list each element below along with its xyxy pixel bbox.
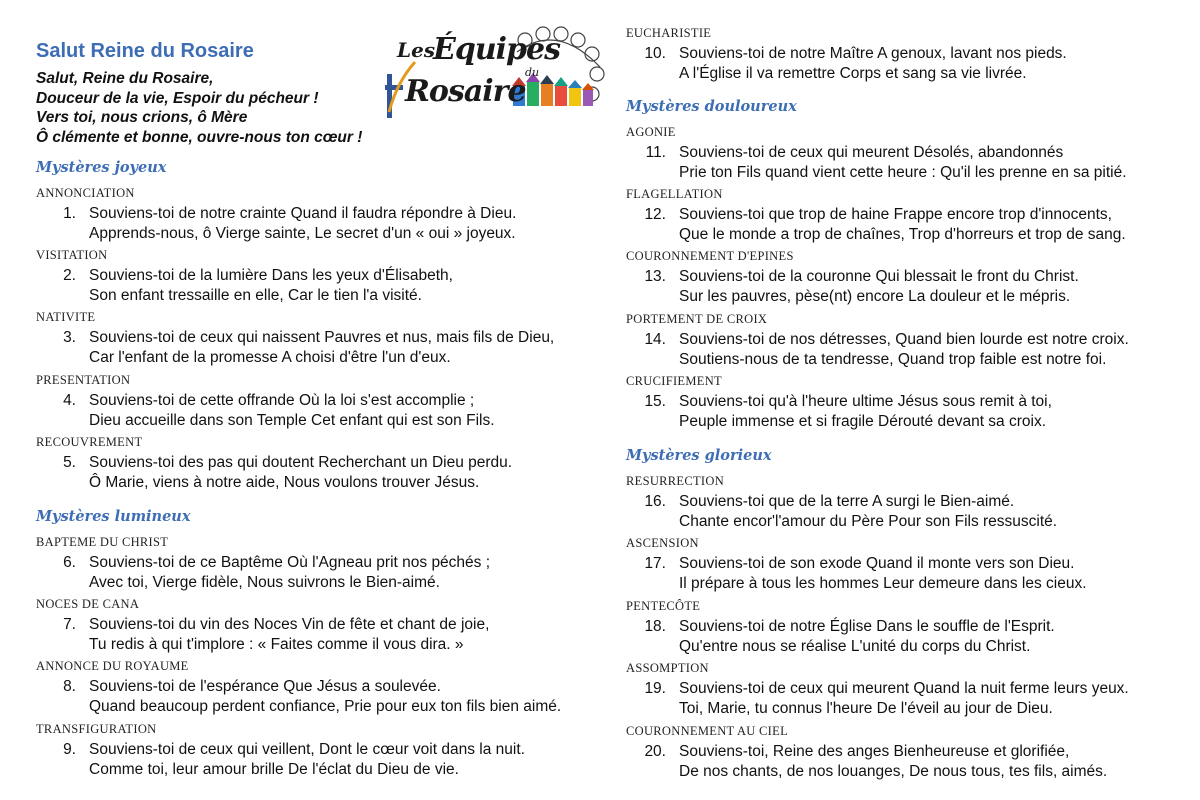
verse-line: Toi, Marie, tu connus l'heure De l'éveil au jour de Dieu.	[679, 700, 1053, 717]
verse-line: Souviens-toi de ceux qui naissent Pauvres et nus, mais fils de Dieu,	[89, 329, 555, 346]
verse-line: Qu'entre nous se réalise L'unité du corps du Christ.	[679, 638, 1031, 655]
verse-line: Souviens-toi de son exode Quand il monte vers son Dieu.	[679, 555, 1075, 572]
verse-line: Souviens-toi de l'espérance Que Jésus a soulevée.	[89, 678, 441, 695]
mystery-verse	[626, 617, 1055, 657]
mystery-category: ANNONCE DU ROYAUME	[36, 659, 189, 673]
verse-line: Souviens-toi que de la terre A surgi le Bien-aimé.	[679, 493, 1015, 510]
mystery-verse	[36, 266, 453, 306]
mystery-category: NATIVITE	[36, 310, 96, 324]
verse-line: Souviens-toi que trop de haine Frappe encore trop d'innocents,	[679, 206, 1112, 223]
mystery-category: VISITATION	[36, 248, 108, 262]
mystery-category: PENTECÔTE	[626, 599, 701, 613]
verse-line: Souviens-toi de nos détresses, Quand bien lourde est notre croix.	[679, 331, 1129, 348]
intro-line: Ô clémente et bonne, ouvre-nous ton cœur !	[36, 128, 363, 146]
mystery-number: 1.	[63, 205, 76, 222]
verse-line: Chante encor'l'amour du Père Pour son Fils ressuscité.	[679, 513, 1058, 530]
verse-line: Souviens-toi de la couronne Qui blessait le front du Christ.	[679, 268, 1079, 285]
verse-line: Souviens-toi, Reine des anges Bienheureuse et glorifiée,	[679, 743, 1070, 760]
verse-line: Souviens-toi qu'à l'heure ultime Jésus sous remit à toi,	[679, 393, 1052, 410]
verse-line: Souviens-toi de notre Maître A genoux, lavant nos pieds.	[679, 45, 1067, 62]
mystery-number: 5.	[63, 454, 76, 471]
verse-line: Souviens-toi de ceux qui veillent, Dont le cœur voit dans la nuit.	[89, 741, 525, 758]
mystery-verse	[36, 391, 495, 431]
section-heading-glorieux: Mystères glorieux	[626, 447, 772, 464]
mystery-number: 16.	[644, 493, 666, 510]
verse-line: Souviens-toi des pas qui doutent Recherchant un Dieu perdu.	[89, 454, 513, 471]
mystery-number: 3.	[63, 329, 76, 346]
mystery-verse	[36, 740, 525, 780]
verse-line: Que le monde a trop de chaînes, Trop d'horreurs et trop de sang.	[679, 226, 1126, 243]
mystery-number: 9.	[63, 741, 76, 758]
verse-line: Souviens-toi de notre Église Dans le souffle de l'Esprit.	[679, 618, 1055, 635]
verse-line: Souviens-toi de ce Baptême Où l'Agneau prit nos péchés ;	[89, 554, 491, 571]
verse-line: Souviens-toi de cette offrande Où la loi s'est accomplie ;	[89, 392, 475, 409]
mystery-category: COURONNEMENT D'EPINES	[626, 249, 794, 263]
verse-line: Son enfant tressaille en elle, Car le tien l'a visité.	[89, 287, 422, 304]
mystery-category: PORTEMENT DE CROIX	[626, 312, 768, 326]
logo-les-text: Les	[397, 38, 436, 62]
mystery-number: 17.	[644, 555, 666, 572]
verse-line: Souviens-toi de ceux qui meurent Quand la nuit ferme leurs yeux.	[679, 680, 1129, 697]
verse-line: Souviens-toi de notre crainte Quand il faudra répondre à Dieu.	[89, 205, 517, 222]
mystery-number: 19.	[644, 680, 666, 697]
mystery-category: ASCENSION	[626, 536, 699, 550]
intro-verse	[36, 69, 362, 147]
section-heading-joyeux: Mystères joyeux	[36, 159, 167, 176]
mystery-number: 20.	[644, 743, 666, 760]
logo-du-text: du	[525, 66, 540, 79]
verse-line: Quand beaucoup perdent confiance, Prie pour eux ton fils bien aimé.	[89, 698, 562, 715]
intro-line: Salut, Reine du Rosaire,	[36, 70, 214, 87]
logo-rosaire-text: Rosaire	[405, 74, 526, 109]
verse-line: Il prépare à tous les hommes Leur demeure dans les cieux.	[679, 575, 1087, 592]
mystery-category: COURONNEMENT AU CIEL	[626, 724, 789, 738]
verse-line: Ô Marie, viens à notre aide, Nous voulons trouver Jésus.	[89, 474, 480, 491]
mystery-verse	[626, 492, 1057, 532]
mystery-verse	[626, 143, 1127, 183]
mystery-category: EUCHARISTIE	[626, 26, 712, 40]
verse-line: Peuple immense et si fragile Dérouté devant sa croix.	[679, 413, 1047, 430]
mystery-category: BAPTEME DU CHRIST	[36, 535, 169, 549]
mystery-category: FLAGELLATION	[626, 187, 723, 201]
mystery-number: 15.	[644, 393, 666, 410]
mystery-verse	[36, 615, 489, 655]
verse-line: Avec toi, Vierge fidèle, Nous suivrons le Bien-aimé.	[89, 574, 440, 591]
mystery-verse	[626, 554, 1087, 594]
mystery-verse	[36, 553, 490, 593]
verse-line: A l'Église il va remettre Corps et sang sa vie livrée.	[679, 65, 1027, 82]
mystery-verse	[36, 204, 516, 244]
mystery-category: RESURRECTION	[626, 474, 725, 488]
verse-line: Souviens-toi de la lumière Dans les yeux d'Élisabeth,	[89, 267, 453, 284]
verse-line: Tu redis à qui t'implore : « Faites comme il vous dira. »	[89, 636, 464, 653]
mystery-number: 2.	[63, 267, 76, 284]
mystery-number: 10.	[644, 45, 666, 62]
mystery-verse	[626, 205, 1126, 245]
mystery-number: 18.	[644, 618, 666, 635]
mystery-number: 4.	[63, 392, 76, 409]
verse-line: Souviens-toi de ceux qui meurent Désolés, abandonnés	[679, 144, 1064, 161]
mystery-number: 13.	[644, 268, 666, 285]
mystery-verse	[626, 679, 1129, 719]
mystery-verse	[36, 677, 561, 717]
mystery-number: 11.	[645, 144, 666, 161]
mystery-number: 12.	[644, 206, 666, 223]
mystery-verse	[36, 328, 554, 368]
mystery-verse	[36, 453, 512, 493]
mystery-category: ASSOMPTION	[626, 661, 709, 675]
verse-line: Prie ton Fils quand vient cette heure : Qu'il les prenne en sa pitié.	[679, 164, 1127, 181]
mystery-category: PRESENTATION	[36, 373, 131, 387]
equipes-du-rosaire-logo	[385, 22, 610, 122]
intro-line: Douceur de la vie, Espoir du pécheur !	[36, 89, 319, 107]
mystery-category: AGONIE	[626, 125, 676, 139]
verse-line: Sur les pauvres, pèse(nt) encore La douleur et le mépris.	[679, 288, 1071, 305]
mystery-number: 8.	[63, 678, 76, 695]
mystery-category: ANNONCIATION	[36, 186, 135, 200]
verse-line: Comme toi, leur amour brille De l'éclat du Dieu de vie.	[89, 761, 459, 778]
mystery-category: CRUCIFIEMENT	[626, 374, 722, 388]
mystery-verse	[626, 267, 1079, 307]
verse-line: De nos chants, de nos louanges, De nous tous, tes fils, aimés.	[679, 763, 1108, 780]
verse-line: Souviens-toi du vin des Noces Vin de fête et chant de joie,	[89, 616, 490, 633]
section-heading-lumineux: Mystères lumineux	[36, 508, 191, 525]
mystery-category: NOCES DE CANA	[36, 597, 140, 611]
verse-line: Soutiens-nous de ta tendresse, Quand trop faible est notre foi.	[679, 351, 1107, 368]
mystery-category: RECOUVREMENT	[36, 435, 143, 449]
mystery-number: 14.	[644, 331, 666, 348]
section-heading-douloureux: Mystères douloureux	[626, 98, 797, 115]
mystery-number: 7.	[63, 616, 76, 633]
mystery-number: 6.	[63, 554, 76, 571]
mystery-verse	[626, 44, 1067, 84]
logo-equipes-text: Équipes	[433, 32, 561, 67]
mystery-verse	[626, 742, 1107, 782]
mystery-category: TRANSFIGURATION	[36, 722, 157, 736]
page-title: Salut Reine du Rosaire	[36, 40, 254, 62]
mystery-verse	[626, 392, 1052, 432]
mystery-verse	[626, 330, 1129, 370]
intro-line: Vers toi, nous crions, ô Mère	[36, 109, 248, 126]
verse-line: Dieu accueille dans son Temple Cet enfant qui est son Fils.	[89, 412, 495, 429]
verse-line: Car l'enfant de la promesse A choisi d'être l'un d'eux.	[89, 349, 451, 366]
verse-line: Apprends-nous, ô Vierge sainte, Le secret d'un « oui » joyeux.	[89, 225, 516, 242]
